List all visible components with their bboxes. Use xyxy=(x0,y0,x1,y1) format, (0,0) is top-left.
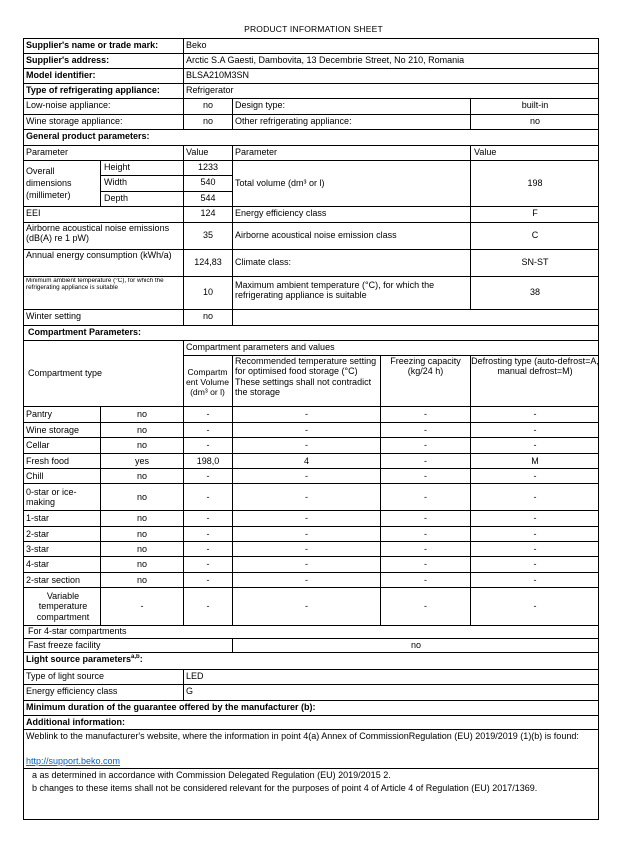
annual-energy-value: 124,83 xyxy=(194,257,222,267)
compartment-vol-cell: - xyxy=(206,440,210,451)
overall-dimensions-label: Overall dimensions (millimeter) xyxy=(26,166,72,201)
manufacturer-url[interactable] xyxy=(26,756,326,766)
compartment-parameters-heading: Compartment Parameters: xyxy=(28,327,142,337)
compartment-temp-cell: - xyxy=(305,409,308,420)
compartment-type-header: Compartment type xyxy=(28,368,103,378)
supplier-address: Arctic S.A Gaesti, Dambovita, 13 Decembrie Street, No 210, Romania xyxy=(186,55,465,65)
compartment-defrost-cell: - xyxy=(533,409,537,420)
weblink-text: Weblink to the manufacturer's website, where the information in point 4(a) Annex of CommissionRegulation (EU) 2019/2019 (1)(b) is found: xyxy=(26,731,579,741)
appliance-type: Refrigerator xyxy=(186,85,234,95)
value-header: Value xyxy=(186,147,209,157)
compartment-name-cell: 1-star xyxy=(26,513,50,524)
light-source-heading: Light source parameters$^{a,b}$: xyxy=(26,654,143,664)
supplier-address-label: Supplier's address: xyxy=(26,55,110,65)
freezing-capacity-header: Freezing capacity (kg/24 h) xyxy=(390,356,461,377)
annual-energy-label: Annual energy consumption (kWh/a) xyxy=(26,250,172,260)
light-type-label: Type of light source xyxy=(26,671,105,681)
param-header: Parameter xyxy=(26,147,69,157)
compartment-temp-cell: - xyxy=(305,601,308,612)
compartment-freeze-cell: - xyxy=(424,601,427,612)
design-type-label: Design type: xyxy=(235,100,286,110)
winter-setting-value: no xyxy=(202,311,213,321)
compartment-defrost-cell: - xyxy=(533,491,537,502)
supplier-name-label: Supplier's name or trade mark: xyxy=(26,40,159,50)
depth-value: 544 xyxy=(200,193,216,203)
defrosting-type-header: Defrosting type (auto-defrost=A, manual defrost=M) xyxy=(471,356,599,377)
compartment-defrost-cell: - xyxy=(533,559,537,570)
compartment-vol-cell: - xyxy=(206,424,210,435)
compartment-defrost-cell: - xyxy=(533,601,537,612)
compartment-name-cell: Wine storage xyxy=(26,424,80,435)
light-type-value: LED xyxy=(186,671,204,681)
supplier-name: Beko xyxy=(186,40,207,50)
compartment-present-cell: no xyxy=(136,424,147,435)
compartment-present-cell: no xyxy=(136,470,147,481)
depth-label: Depth xyxy=(104,193,129,203)
height-label: Height xyxy=(104,162,131,172)
compartment-present-cell: no xyxy=(136,491,147,502)
compartment-defrost-cell: - xyxy=(533,574,537,585)
compartment-freeze-cell: - xyxy=(424,559,427,570)
compartment-defrost-cell: - xyxy=(533,440,537,451)
compartment-temp-cell: - xyxy=(305,528,308,539)
appliance-type-label: Type of refrigerating appliance: xyxy=(26,85,160,95)
min-ambient-label: Minimum ambient temperature (°C), for which the refrigerating appliance is suitable xyxy=(26,278,164,291)
compartment-freeze-cell: - xyxy=(424,455,427,466)
compartment-name-cell: Cellar xyxy=(26,440,50,451)
compartment-vol-cell: 198,0 xyxy=(196,455,220,466)
light-class-label: Energy efficiency class xyxy=(26,686,118,696)
compartment-freeze-cell: - xyxy=(424,440,427,451)
compartment-vol-cell: - xyxy=(206,559,210,570)
compartment-name-cell: Variable temperature compartment xyxy=(36,590,90,622)
compartment-present-cell: no xyxy=(136,559,147,570)
compartment-freeze-cell: - xyxy=(424,424,427,435)
additional-info-heading: Additional information: xyxy=(26,717,125,727)
min-ambient-value: 10 xyxy=(202,287,213,297)
value-header-2: Value xyxy=(474,147,497,157)
compartment-defrost-cell: - xyxy=(533,528,537,539)
max-ambient-label: Maximum ambient temperature (°C), for which the refrigerating appliance is suitable xyxy=(235,280,435,301)
compartment-temp-cell: - xyxy=(305,440,308,451)
compartment-name-cell: 2-star xyxy=(26,528,50,539)
compartment-vol-cell: - xyxy=(206,574,210,585)
energy-class-value: F xyxy=(532,208,538,218)
climate-class-label: Climate class: xyxy=(235,257,292,267)
compartment-defrost-cell: M xyxy=(531,455,539,466)
model-identifier-label: Model identifier: xyxy=(26,70,96,80)
wine-storage-value: no xyxy=(202,116,213,126)
noise-emissions-value: 35 xyxy=(202,230,213,240)
compartment-temp-cell: - xyxy=(305,559,308,570)
compartment-name-cell: Chill xyxy=(26,470,44,481)
param-header-2: Parameter xyxy=(235,147,278,157)
compartment-freeze-cell: - xyxy=(424,491,427,502)
compartment-temp-cell: - xyxy=(305,424,308,435)
recommended-temperature-header: Recommended temperature setting for optimised food storage (°C) These settings shall not contradict the storage xyxy=(235,356,377,398)
width-value: 540 xyxy=(200,177,216,187)
low-noise-label: Low-noise appliance: xyxy=(26,100,111,110)
compartment-temp-cell: - xyxy=(305,491,308,502)
compartment-name-cell: 2-star section xyxy=(26,574,81,585)
eei-label: EEI xyxy=(26,208,41,218)
compartment-vol-cell: - xyxy=(206,528,210,539)
compartment-present-cell: no xyxy=(136,440,147,451)
compartment-name-cell: 3-star xyxy=(26,543,50,554)
general-parameters-heading: General product parameters: xyxy=(26,131,150,141)
compartment-temp-cell: 4 xyxy=(303,455,309,466)
manufacturer-url-link[interactable]: http://support.beko.com xyxy=(26,756,121,766)
compartment-vol-cell: - xyxy=(206,491,210,502)
total-volume-value: 198 xyxy=(527,178,543,188)
other-appliance-label: Other refrigerating appliance: xyxy=(235,116,352,126)
energy-class-label: Energy efficiency class xyxy=(235,208,327,218)
footnote-a: a as determined in accordance with Commission Delegated Regulation (EU) 2019/2015 2. xyxy=(32,770,391,780)
compartment-temp-cell: - xyxy=(305,513,308,524)
eei-value: 124 xyxy=(200,208,216,218)
compartment-defrost-cell: - xyxy=(533,513,537,524)
compartment-name-cell: Fresh food xyxy=(26,455,70,466)
model-identifier: BLSA210M3SN xyxy=(186,70,250,80)
footnote-b: b changes to these items shall not be considered relevant for the purposes of point 4 of Article 4 of Regulation (EU) 2017/1369. xyxy=(32,783,538,793)
noise-class-value: C xyxy=(531,230,539,240)
height-value: 1233 xyxy=(197,162,219,172)
compartment-freeze-cell: - xyxy=(424,543,427,554)
winter-setting-label: Winter setting xyxy=(26,311,82,321)
fast-freeze-label: Fast freeze facility xyxy=(28,640,101,650)
fast-freeze-value: no xyxy=(410,640,421,650)
width-label: Width xyxy=(104,177,128,187)
wine-storage-label: Wine storage appliance: xyxy=(26,116,123,126)
compartment-freeze-cell: - xyxy=(424,470,427,481)
compartment-volume-header: Compartm ent Volume (dm³ or l) xyxy=(186,368,229,397)
compartment-vol-cell: - xyxy=(206,513,210,524)
max-ambient-value: 38 xyxy=(529,287,540,297)
compartment-defrost-cell: - xyxy=(533,424,537,435)
sheet-title: PRODUCT INFORMATION SHEET xyxy=(244,24,383,34)
compartment-present-cell: no xyxy=(136,513,147,524)
guarantee-label: Minimum duration of the guarantee offered by the manufacturer (b): xyxy=(26,702,316,712)
compartment-vol-cell: - xyxy=(206,470,210,481)
low-noise-value: no xyxy=(202,100,213,110)
compartment-present-cell: no xyxy=(136,528,147,539)
other-appliance-value: no xyxy=(529,116,540,126)
light-class-value: G xyxy=(186,686,194,696)
compartment-vol-cell: - xyxy=(206,543,210,554)
compartment-group-header: Compartment parameters and values xyxy=(186,342,335,352)
compartment-temp-cell: - xyxy=(305,543,308,554)
compartment-defrost-cell: - xyxy=(533,543,537,554)
compartment-present-cell: no xyxy=(136,409,147,420)
compartment-name-cell: 4-star xyxy=(26,559,50,570)
climate-class-value: SN-ST xyxy=(521,257,549,267)
compartment-defrost-cell: - xyxy=(533,470,537,481)
four-star-label: For 4-star compartments xyxy=(28,626,127,636)
design-type-value: built-in xyxy=(521,100,549,110)
compartment-present-cell: no xyxy=(136,543,147,554)
compartment-name-cell: Pantry xyxy=(26,409,53,420)
compartment-present-cell: yes xyxy=(134,455,149,466)
noise-class-label: Airborne acoustical noise emission class xyxy=(235,230,397,240)
compartment-temp-cell: - xyxy=(305,470,308,481)
compartment-present-cell: - xyxy=(140,601,144,612)
compartment-vol-cell: - xyxy=(206,409,210,420)
compartment-freeze-cell: - xyxy=(424,409,427,420)
compartment-freeze-cell: - xyxy=(424,528,427,539)
compartment-freeze-cell: - xyxy=(424,574,427,585)
noise-emissions-label: Airborne acoustical noise emissions (dB(A) re 1 pW) xyxy=(26,223,170,244)
compartment-present-cell: no xyxy=(136,574,147,585)
compartment-freeze-cell: - xyxy=(424,513,427,524)
compartment-vol-cell: - xyxy=(206,601,210,612)
compartment-temp-cell: - xyxy=(305,574,308,585)
total-volume-label: Total volume (dm³ or l) xyxy=(235,178,325,188)
compartment-name-cell: 0-star or ice-making xyxy=(26,486,77,507)
